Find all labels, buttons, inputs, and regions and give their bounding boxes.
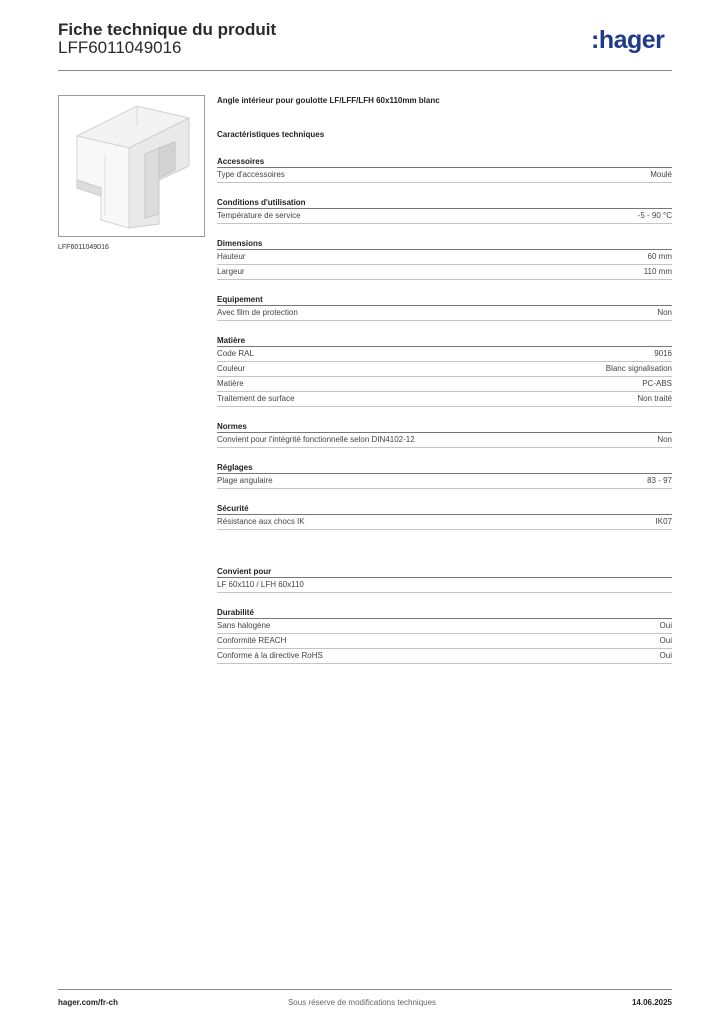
spec-label: Conforme à la directive RoHS (217, 651, 323, 660)
spec-value: 60 mm (647, 252, 672, 261)
spec-value: Oui (659, 651, 672, 660)
hager-logo: :hager (591, 26, 665, 54)
spec-row (217, 377, 672, 392)
spec-value: 83 - 97 (647, 476, 672, 485)
spec-row (217, 649, 672, 664)
spec-label: Type d'accessoires (217, 170, 285, 179)
section-title: Equipement (217, 294, 672, 306)
spec-row (217, 578, 672, 593)
section-title: Durabilité (217, 607, 672, 619)
spec-row (217, 306, 672, 321)
spec-label: Matière (217, 379, 244, 388)
section-title: Réglages (217, 462, 672, 474)
image-caption: LFF6011049016 (58, 244, 109, 251)
tech-heading: Caractéristiques techniques (217, 130, 325, 139)
spec-row (217, 474, 672, 489)
spec-label: Largeur (217, 267, 245, 276)
spec-row (217, 362, 672, 377)
spec-section (217, 238, 672, 280)
spec-content (217, 96, 672, 664)
section-title: Normes (217, 421, 672, 433)
spec-section (217, 503, 672, 530)
spec-value: PC-ABS (642, 379, 672, 388)
spec-section (217, 607, 672, 664)
section-title: Matière (217, 335, 672, 347)
spec-value: IK07 (655, 517, 672, 526)
spec-label: Plage angulaire (217, 476, 273, 485)
spec-value: Blanc signalisation (605, 364, 672, 373)
spec-label: Couleur (217, 364, 246, 373)
spec-section (217, 462, 672, 489)
cable-trunking-inner-corner-image (59, 96, 204, 236)
spec-section (217, 156, 672, 183)
footer-website[interactable]: hager.com/fr-ch (58, 998, 119, 1007)
page-title: Fiche technique du produit (58, 20, 277, 39)
spec-section (217, 294, 672, 321)
spec-value: Oui (659, 636, 672, 645)
footer-divider (58, 989, 672, 990)
spec-row (217, 515, 672, 530)
spec-label: Résistance aux chocs IK (217, 517, 305, 526)
spec-row (217, 250, 672, 265)
spec-row (217, 433, 672, 448)
product-image (58, 95, 205, 237)
spec-label: Hauteur (217, 252, 246, 261)
spec-section (217, 197, 672, 224)
spec-label: Traitement de surface (217, 394, 295, 403)
spec-row (217, 347, 672, 362)
spec-row (217, 634, 672, 649)
spec-label: Température de service (217, 211, 301, 220)
header-divider (58, 70, 672, 71)
spec-section (217, 335, 672, 407)
spec-label: Sans halogène (217, 621, 271, 630)
spec-value: Non (657, 435, 672, 444)
product-description: Angle intérieur pour goulotte LF/LFF/LFH 60x110mm blanc (217, 96, 440, 105)
section-title: Dimensions (217, 238, 672, 250)
spec-value: Oui (659, 621, 672, 630)
spec-value: 9016 (654, 349, 672, 358)
spec-sections (217, 156, 672, 664)
spec-value: Moulé (650, 170, 672, 179)
spec-label: Convient pour l'intégrité fonctionnelle selon DIN4102-12 (217, 435, 415, 444)
spec-row (217, 619, 672, 634)
section-title: Accessoires (217, 156, 672, 168)
spec-label: Avec film de protection (217, 308, 298, 317)
spec-section (217, 566, 672, 593)
spec-value: -5 - 90 °C (637, 211, 672, 220)
section-title: Convient pour (217, 566, 672, 578)
spec-label: Code RAL (217, 349, 254, 358)
spec-value: 110 mm (643, 267, 672, 276)
section-title: Conditions d'utilisation (217, 197, 672, 209)
product-reference: LFF6011049016 (58, 38, 182, 57)
spec-row (217, 209, 672, 224)
section-title: Sécurité (217, 503, 672, 515)
spec-section (217, 421, 672, 448)
footer-disclaimer: Sous réserve de modifications techniques (287, 998, 437, 1007)
spec-value: Non traité (637, 394, 672, 403)
footer-date: 14.06.2025 (631, 998, 672, 1007)
spec-value: Non (657, 308, 672, 317)
spec-label: Conformité REACH (217, 636, 287, 645)
spec-row (217, 168, 672, 183)
spec-label: LF 60x110 / LFH 60x110 (217, 580, 304, 589)
spec-row (217, 265, 672, 280)
spec-row (217, 392, 672, 407)
